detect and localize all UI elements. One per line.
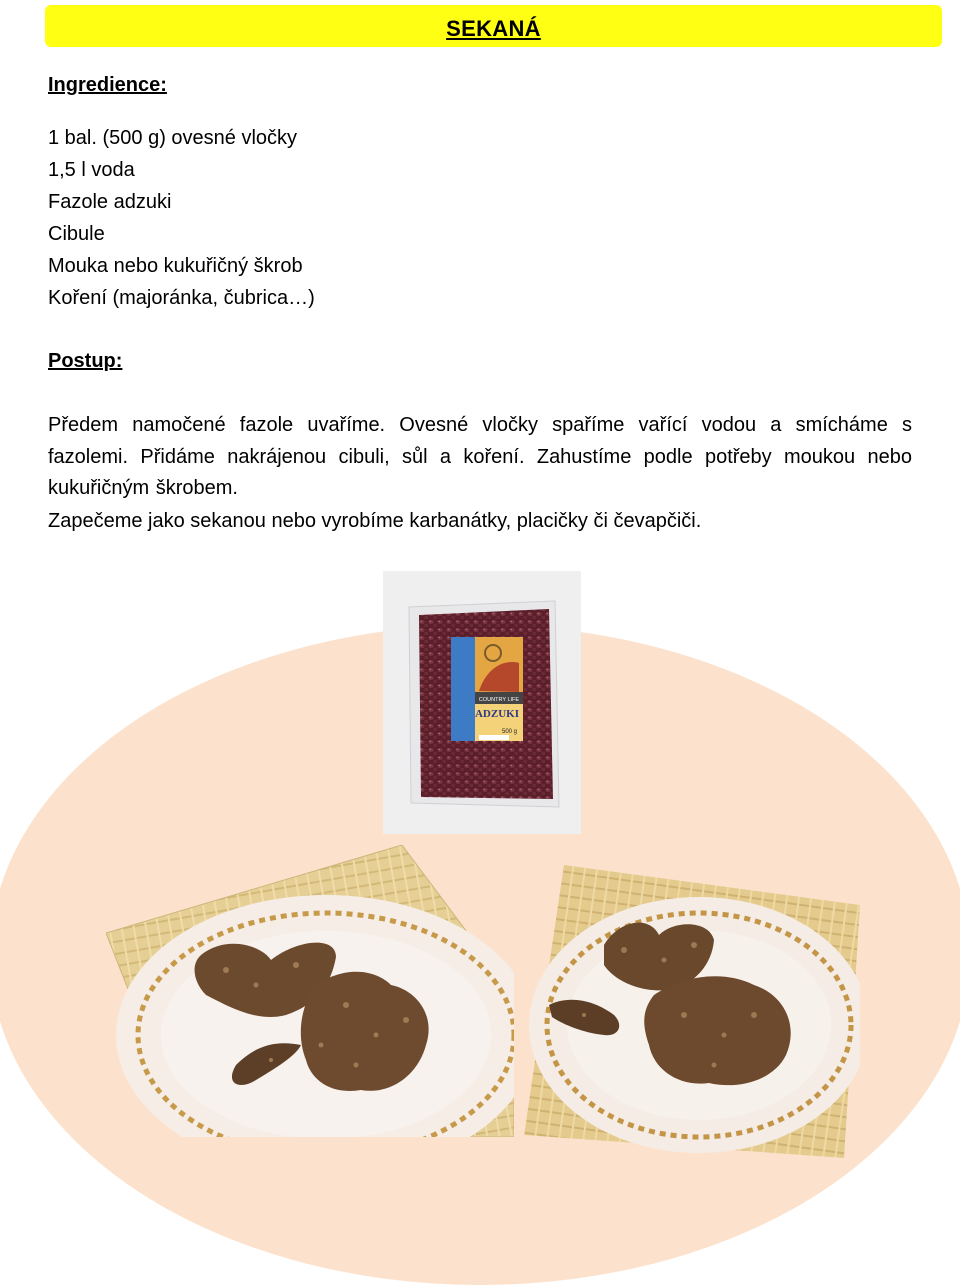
ingredients-heading: Ingredience:: [48, 74, 167, 96]
ingredient-item: 1,5 l voda: [48, 159, 135, 181]
method-paragraph: Předem namočené fazole uvaříme. Ovesné vločky spaříme vařící vodou a smícháme s fazolemi. Přidáme nakrájenou cibuli, sůl a koření. Zahustíme podle potřeby moukou nebo kukuřičným škrobem.: [48, 414, 912, 499]
ingredient-item: Koření (majoránka, čubrica…): [48, 287, 315, 309]
package-weight: 500 g: [501, 729, 517, 735]
recipe-title: SEKANÁ: [446, 16, 541, 41]
ingredient-item: Cibule: [48, 223, 105, 245]
ingredient-item: 1 bal. (500 g) ovesné vločky: [48, 127, 298, 149]
method-heading: Postup:: [48, 350, 123, 372]
title-highlight-bar: [45, 5, 942, 47]
package-brand: COUNTRY LIFE: [478, 697, 520, 703]
ingredient-item: Mouka nebo kukuřičný škrob: [48, 255, 303, 277]
patties-plate-photo-right: [524, 865, 860, 1158]
patties-plate-photo-left: [106, 845, 514, 1137]
adzuki-package-photo: [383, 571, 581, 834]
ingredient-item: Fazole adzuki: [48, 191, 172, 213]
package-product: ADZUKI: [474, 708, 520, 720]
ingredients-list: [48, 122, 315, 314]
method-paragraph-serving: Zapečeme jako sekanou nebo vyrobíme karbanátky, placičky či čevapčiči.: [48, 510, 702, 532]
